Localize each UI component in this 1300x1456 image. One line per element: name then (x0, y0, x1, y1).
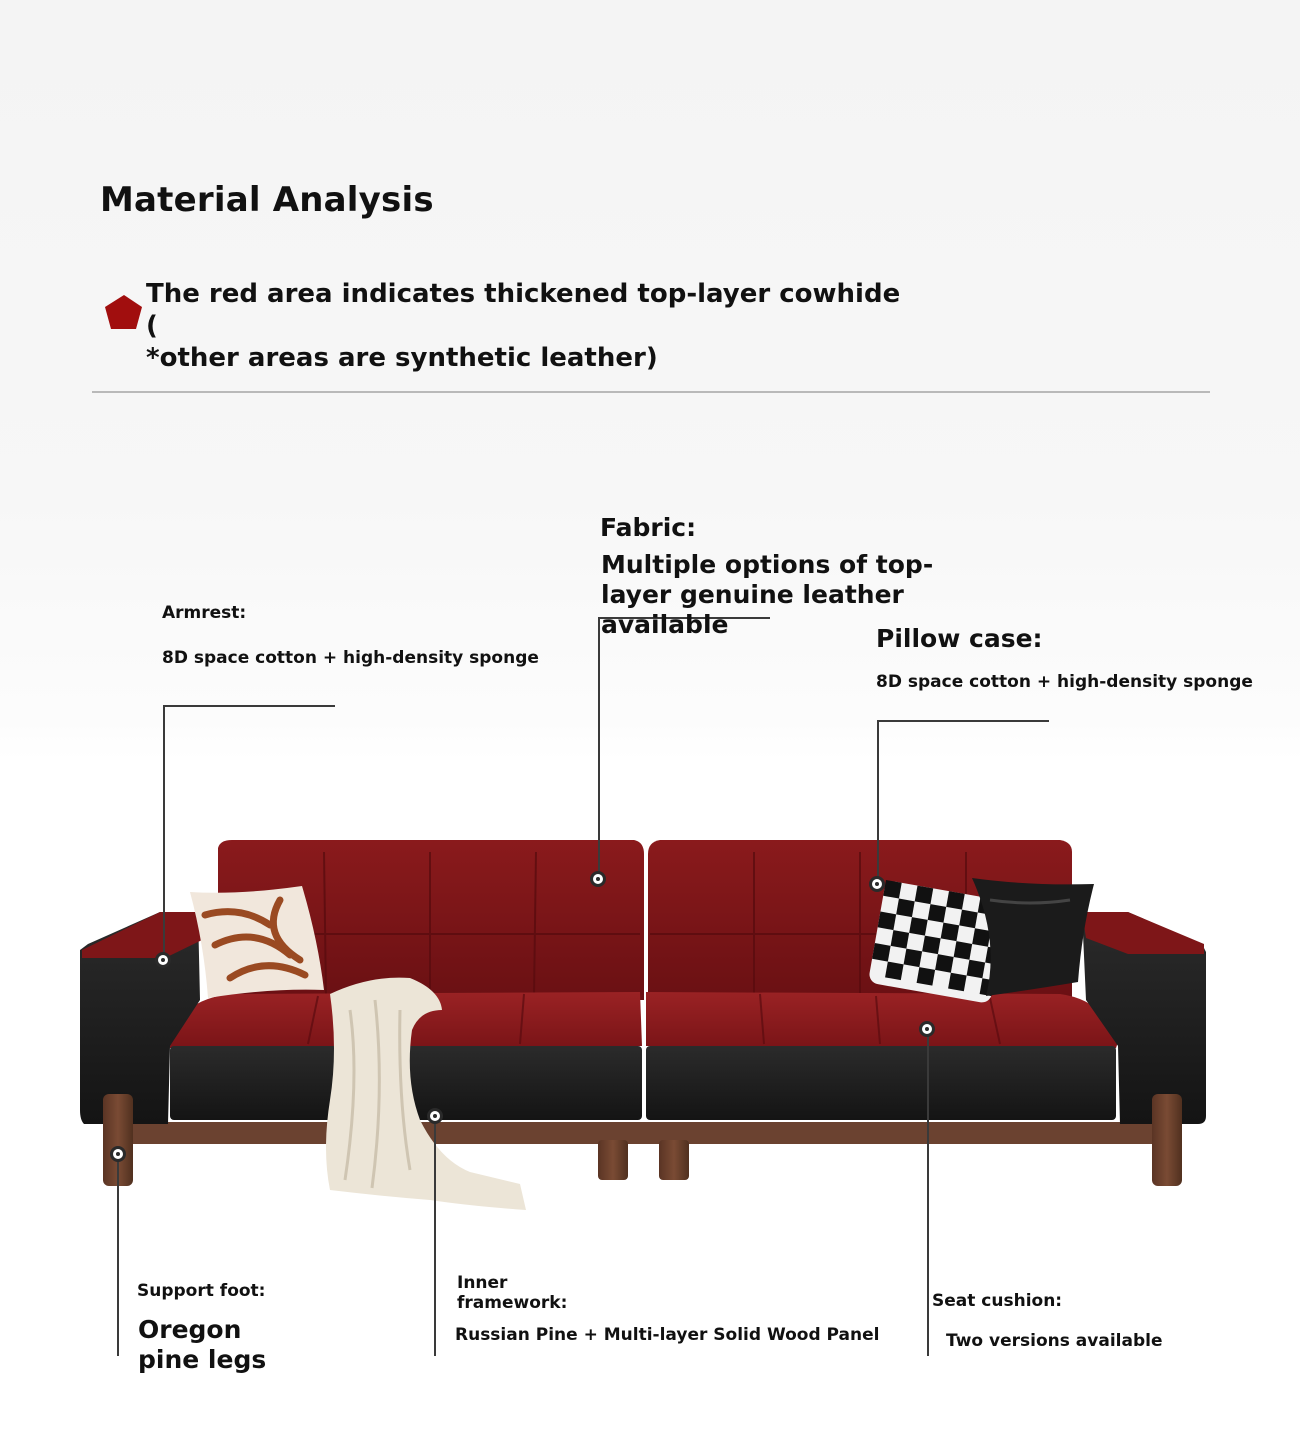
frame-marker (427, 1108, 443, 1124)
support-leader-v (117, 1154, 119, 1356)
seat-leader-v (927, 1029, 929, 1356)
armrest-marker (155, 952, 171, 968)
armrest-heading: Armrest: (162, 603, 247, 623)
support-text: Oregon pine legs (138, 1315, 267, 1374)
seat-heading: Seat cushion: (932, 1291, 1063, 1311)
fabric-marker (590, 871, 606, 887)
pillow-text: 8D space cotton + high-density sponge (876, 672, 1253, 692)
pillow-heading: Pillow case: (876, 624, 1043, 653)
frame-leader-v (434, 1116, 436, 1356)
frame-text: Russian Pine + Multi-layer Solid Wood Panel (455, 1325, 880, 1345)
support-heading: Support foot: (137, 1281, 266, 1301)
seat-marker (919, 1021, 935, 1037)
armrest-leader-v (163, 705, 165, 960)
armrest-text: 8D space cotton + high-density sponge (162, 648, 539, 668)
seat-text: Two versions available (946, 1331, 1163, 1351)
fabric-heading: Fabric: (600, 513, 697, 542)
pillow-marker (869, 876, 885, 892)
armrest-leader-h (163, 705, 335, 707)
page-title: Material Analysis (100, 180, 434, 220)
pillow-leader-h (877, 720, 1049, 722)
pillow-leader-v (877, 720, 879, 884)
fabric-leader-v (598, 617, 600, 879)
support-marker (110, 1146, 126, 1162)
fabric-text: Multiple options of top-layer genuine leather available (601, 550, 934, 639)
frame-heading: Inner framework: (457, 1273, 568, 1313)
legend-description: The red area indicates thickened top-layer cowhide ( *other areas are synthetic leather) (146, 279, 901, 373)
